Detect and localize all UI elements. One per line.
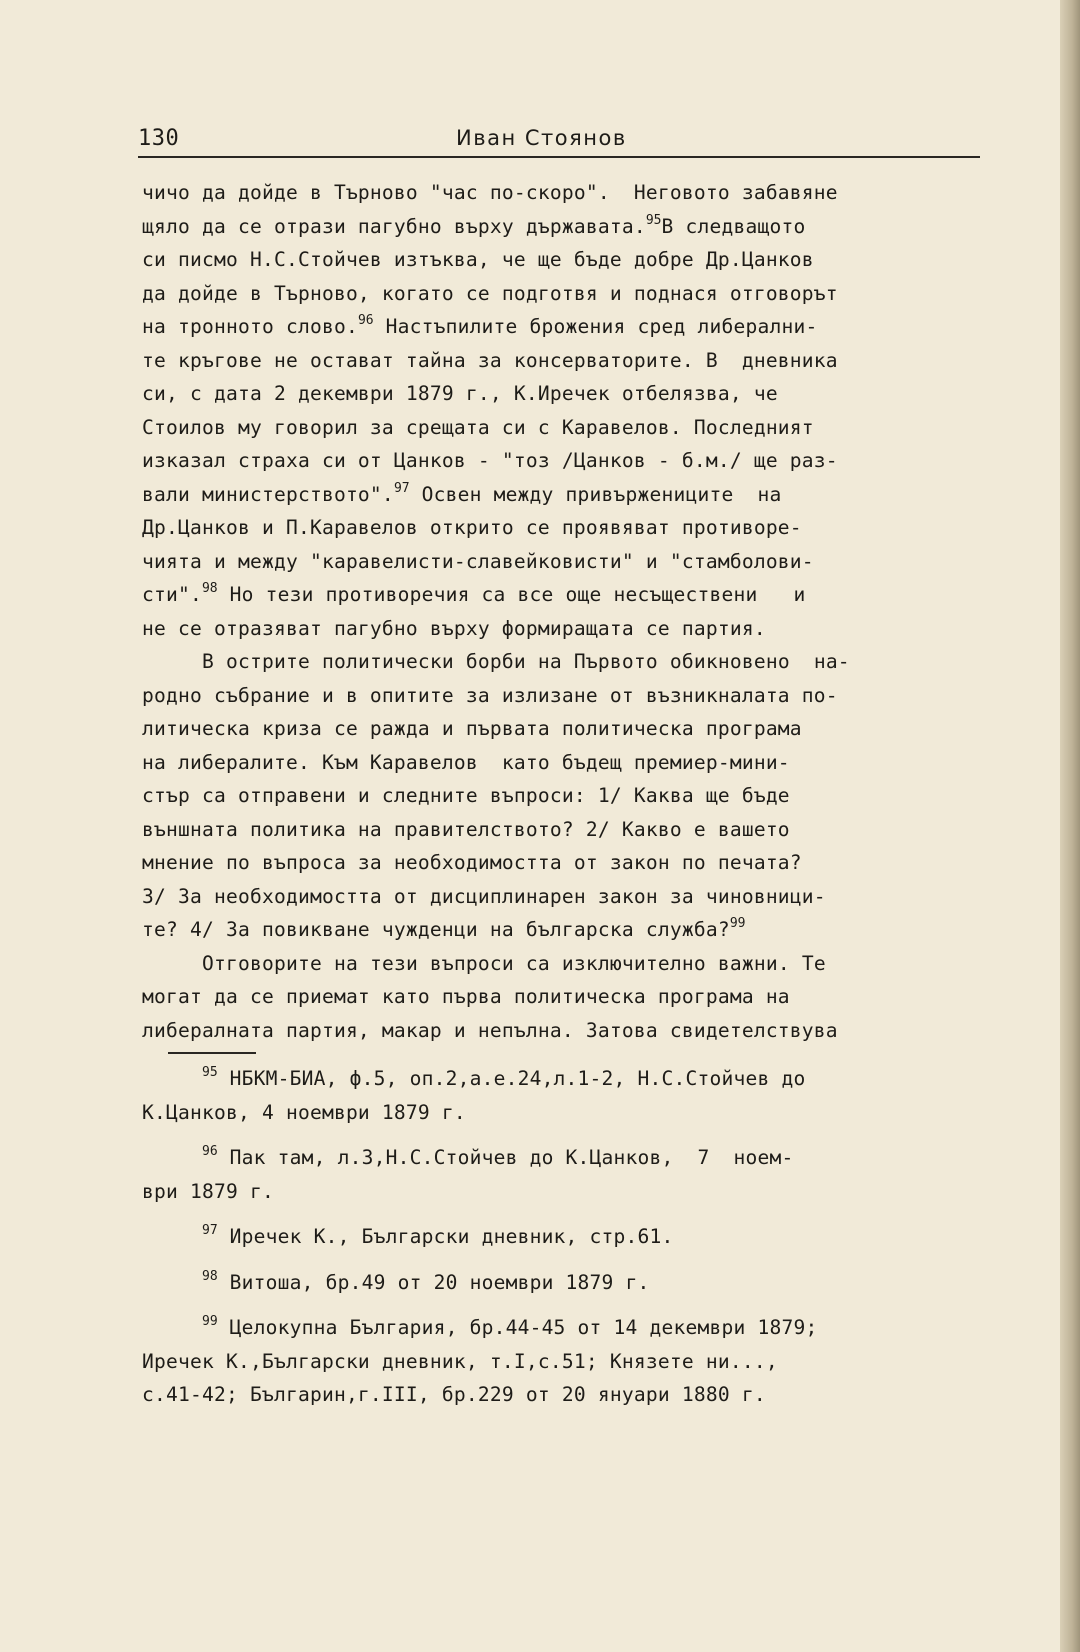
text-line: В острите политически борби на Първото обикновено на- — [202, 650, 850, 673]
footnote-line: Иречек К.,Български дневник, т.I,с.51; Князете ни..., — [142, 1349, 778, 1373]
text-line: 3/ За необходимостта от дисциплинарен закон за чиновници- — [142, 884, 826, 908]
footnote-96 — [142, 1141, 992, 1208]
footnote-line: ври 1879 г. — [142, 1179, 274, 1203]
text-line: чията и между "каравелисти-славейковисти" и "стамболови- — [142, 549, 814, 573]
footnote-97 — [142, 1220, 992, 1254]
footnote-number: 97 — [202, 1223, 218, 1238]
footnote-99 — [142, 1311, 992, 1412]
text-line: те? 4/ За повикване чужденци на българска служба?$^{99}$ — [142, 916, 746, 941]
text-line: чичо да дойде в Търново "час по-скоро". Неговото забавяне — [142, 181, 838, 204]
text-line: сти".$^{98}$ Но тези противоречия са все още несъществени и — [142, 581, 806, 606]
body-text — [142, 176, 992, 1047]
footnote-line: $^{95}$ НБКМ-БИА, ф.5, оп.2,а.е.24,л.1-2, Н.С.Стойчев до — [202, 1065, 806, 1090]
footnote-line: $^{96}$ Пак там, л.3,Н.С.Стойчев до К.Цанков, 7 ноем- — [202, 1144, 794, 1169]
text-line: изказал страха си от Цанков - "тоз /Цанков - б.м./ ще раз- — [142, 449, 838, 472]
footnote-ref: 99 — [729, 916, 746, 931]
footnote-number: 99 — [202, 1314, 218, 1329]
text-line: либералната партия, макар и непълна. Затова свидетелствува — [142, 1018, 838, 1042]
text-line: си, с дата 2 декември 1879 г., К.Иречек отбелязва, че — [142, 382, 778, 405]
footnote-number: 95 — [202, 1065, 218, 1080]
text-line: родно събрание и в опитите за излизане от възникналата по- — [142, 683, 838, 707]
footnotes — [142, 1062, 992, 1424]
footnote-line: $^{99}$ Целокупна България, бр.44-45 от 14 декември 1879; — [202, 1314, 818, 1339]
paragraph — [142, 645, 992, 947]
footnote-line: $^{97}$ Иречек К., Български дневник, стр.61. — [202, 1223, 674, 1248]
text-line: на либералите. Към Каравелов като бъдещ премиер-мини- — [142, 750, 790, 774]
text-line: мнение по въпроса за необходимостта от закон по печата? — [142, 851, 802, 874]
footnote-95 — [142, 1062, 992, 1129]
footnote-ref: 95 — [645, 212, 662, 228]
footnote-98 — [142, 1266, 992, 1300]
footnote-line: К.Цанков, 4 ноември 1879 г. — [142, 1100, 466, 1124]
text-line: Др.Цанков и П.Каравелов открито се проявяват противоре- — [142, 516, 802, 539]
footnote-line: $^{98}$ Витоша, бр.49 от 20 ноември 1879 г. — [202, 1268, 650, 1294]
running-title: Иван Стоянов — [456, 126, 627, 150]
footnote-line: с.41-42; Българин,г.III, бр.229 от 20 януари 1880 г. — [142, 1383, 766, 1406]
text-line: литическа криза се ражда и първата политическа програма — [142, 717, 802, 740]
text-line: на тронното слово.$^{96}$ Настъпилите брожения сред либерални- — [142, 313, 818, 338]
text-line: да дойде в Търново, когато се подготвя и поднася отговорът — [142, 281, 838, 305]
header-rule — [138, 156, 980, 158]
text-line: стър са отправени и следните въпроси: 1/ Каква ще бъде — [142, 784, 790, 807]
text-line: Стоилов му говорил за срещата си с Каравелов. Последният — [142, 415, 814, 439]
paragraph — [142, 176, 992, 645]
footnote-ref: 96 — [357, 313, 374, 328]
footnote-ref: 97 — [393, 480, 410, 496]
text-line: щяло да се отрази пагубно върху държавата.$^{95}$В следващото — [142, 212, 806, 238]
page-edge-shadow — [1060, 0, 1080, 1652]
text-line: не се отразяват пагубно върху формиращата се партия. — [142, 616, 766, 640]
footnote-number: 98 — [202, 1268, 218, 1284]
text-line: могат да се приемат като първа политическа програма на — [142, 985, 790, 1008]
text-line: си писмо Н.С.Стойчев изтъква, че ще бъде добре Др.Цанков — [142, 248, 814, 271]
text-line: Отговорите на тези въпроси са изключително важни. Те — [202, 951, 826, 975]
text-line: вали министерството".$^{97}$ Освен между привържениците на — [142, 480, 782, 506]
page-number: 130 — [138, 126, 180, 151]
text-line: външната политика на правителството? 2/ Какво е вашето — [142, 817, 790, 841]
page-header — [138, 126, 980, 156]
footnote-separator — [168, 1052, 256, 1054]
footnote-ref: 98 — [201, 581, 218, 596]
text-line: те кръгове не остават тайна за консерваторите. В дневника — [142, 348, 838, 372]
footnote-number: 96 — [202, 1144, 218, 1159]
paragraph — [142, 947, 992, 1048]
